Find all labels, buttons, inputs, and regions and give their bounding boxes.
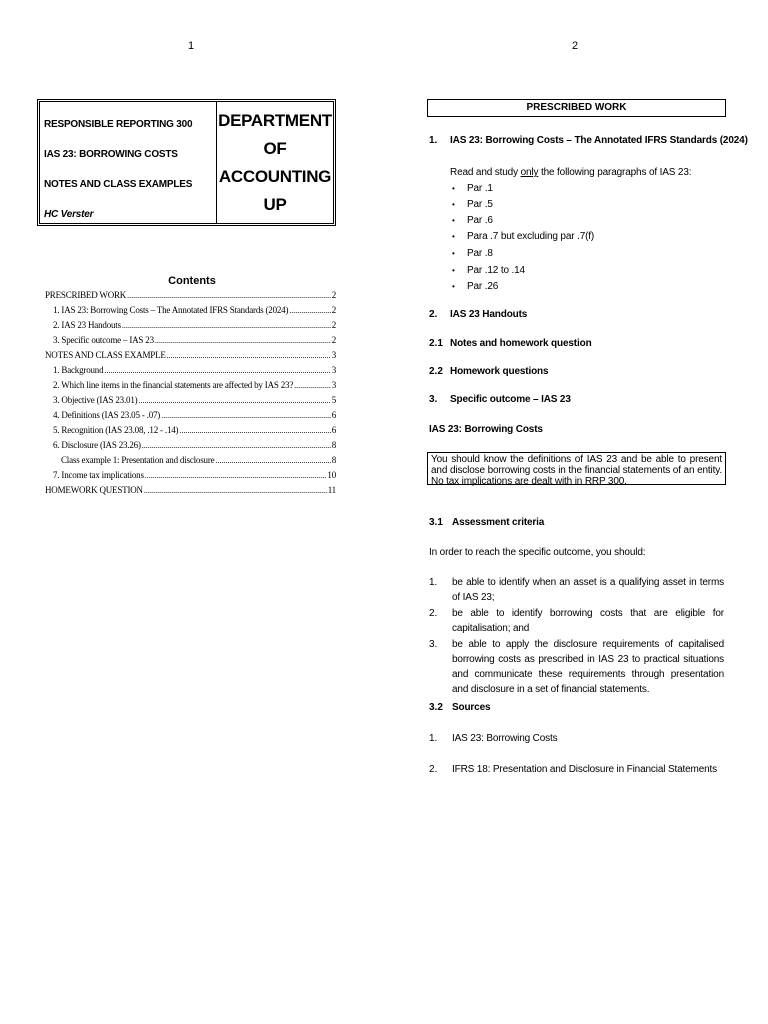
course-topic: IAS 23: BORROWING COSTS	[44, 149, 178, 160]
page-number: 1	[188, 40, 195, 52]
toc-entry[interactable]	[53, 320, 336, 330]
toc-entry[interactable]	[45, 290, 336, 300]
list-number: 2.	[429, 608, 438, 619]
toc-entry-page: 2	[331, 320, 336, 330]
toc-entry-page: 6	[331, 425, 336, 435]
section-title: Homework questions	[450, 366, 549, 377]
section-title: IAS 23: Borrowing Costs – The Annotated IFRS Standards (2024)	[450, 135, 748, 146]
bullet-icon: •	[452, 249, 455, 258]
toc-entry-label: 7. Income tax implications	[53, 470, 144, 480]
course-subtitle: NOTES AND CLASS EXAMPLES	[44, 179, 193, 190]
list-number: 1.	[429, 733, 438, 744]
toc-entry-page: 11	[327, 485, 336, 495]
toc-entry-label: 3. Objective (IAS 23.01)	[53, 395, 138, 405]
list-number: 1.	[429, 577, 438, 588]
dept-line: UP	[263, 194, 287, 214]
list-item: Par .5	[467, 199, 493, 210]
toc-entry-page: 6	[331, 410, 336, 420]
toc-entry-label: 6. Disclosure (IAS 23.26)	[53, 440, 141, 450]
toc-entry-label: 1. Background	[53, 365, 104, 375]
toc-entry-page: 2	[331, 290, 336, 300]
list-item: Para .7 but excluding par .7(f)	[467, 231, 595, 242]
section-number: 3.1	[429, 517, 443, 528]
bullet-icon: •	[452, 266, 455, 275]
specific-outcome-box: You should know the definitions of IAS 23 and be able to present and disclose borrowing costs in the financial statements of an entity. No tax implications are dealt with in RRP 300.	[427, 452, 726, 485]
section-title: Sources	[452, 702, 491, 713]
toc-entry[interactable]	[53, 425, 336, 435]
dept-line: DEPARTMENT OF	[218, 110, 332, 158]
criteria-intro: In order to reach the specific outcome, you should:	[429, 547, 646, 558]
bullet-icon: •	[452, 200, 455, 209]
toc-entry-label: 5. Recognition (IAS 23.08, .12 - .14)	[53, 425, 179, 435]
toc-entry-label: HOMEWORK QUESTION	[45, 485, 143, 495]
toc-entry-label: PRESCRIBED WORK	[45, 290, 127, 300]
toc-entry-page: 2	[331, 305, 336, 315]
page-number: 2	[572, 40, 579, 52]
cover-box	[37, 99, 336, 226]
list-item: IFRS 18: Presentation and Disclosure in Financial Statements	[452, 764, 718, 775]
toc-entry-page: 2	[331, 335, 336, 345]
toc-entry-label: Class example 1: Presentation and disclosure	[61, 455, 215, 465]
section-number: 3.2	[429, 702, 443, 713]
outcome-heading: IAS 23: Borrowing Costs	[429, 424, 543, 435]
toc-entry-page: 3	[331, 365, 336, 375]
toc-entry[interactable]	[53, 410, 336, 420]
list-item: be able to apply the disclosure requirements of capitalised borrowing costs as prescribed in IAS 23 to practical situations and communicate these requirements through presentation and disclosure in a set of financial statements.	[452, 639, 724, 695]
list-item: Par .8	[467, 248, 493, 259]
section-number: 2.1	[429, 338, 443, 349]
section-number: 2.2	[429, 366, 443, 377]
author-name: HC Verster	[44, 209, 94, 220]
toc-entry[interactable]	[53, 380, 336, 390]
bullet-icon: •	[452, 216, 455, 225]
toc-entry[interactable]	[53, 365, 336, 375]
list-item: Par .1	[467, 183, 493, 194]
course-code: RESPONSIBLE REPORTING 300	[44, 119, 193, 130]
reading-instruction: Read and study only the following paragraphs of IAS 23:	[450, 167, 692, 178]
toc-entry-page: 8	[331, 455, 336, 465]
toc-entry[interactable]	[53, 335, 336, 345]
toc-entry[interactable]	[61, 455, 336, 465]
list-item: Par .26	[467, 281, 499, 292]
toc-entry-label: 4. Definitions (IAS 23.05 - .07)	[53, 410, 161, 420]
toc-entry-page: 10	[327, 470, 336, 480]
toc-entry-label: 2. Which line items in the financial statements are affected by IAS 23?	[53, 380, 294, 390]
toc-entry[interactable]	[45, 485, 336, 495]
list-item: IAS 23: Borrowing Costs	[452, 733, 558, 744]
toc-entry-label: 1. IAS 23: Borrowing Costs – The Annotated IFRS Standards (2024)	[53, 305, 289, 315]
contents-title: Contents	[168, 275, 216, 287]
section-title: Notes and homework question	[450, 338, 592, 349]
bullet-icon: •	[452, 232, 455, 241]
toc-entry-label: NOTES AND CLASS EXAMPLE	[45, 350, 166, 360]
list-item: be able to identify when an asset is a qualifying asset in terms of IAS 23;	[452, 577, 724, 603]
list-number: 3.	[429, 639, 438, 650]
dept-line: ACCOUNTING	[218, 166, 332, 186]
section-title: IAS 23 Handouts	[450, 309, 528, 320]
toc-entry[interactable]	[53, 305, 336, 315]
toc-entry-page: 3	[331, 380, 336, 390]
section-title: Assessment criteria	[452, 517, 545, 528]
toc-entry[interactable]	[45, 350, 336, 360]
bullet-icon: •	[452, 184, 455, 193]
prescribed-work-heading: PRESCRIBED WORK	[427, 99, 726, 117]
bullet-icon: •	[452, 282, 455, 291]
department-title	[217, 102, 333, 223]
section-number: 3.	[429, 394, 438, 405]
toc-entry-page: 8	[331, 440, 336, 450]
right-page	[384, 0, 768, 1024]
toc-entry-page: 5	[331, 395, 336, 405]
list-item: Par .6	[467, 215, 493, 226]
list-item: Par .12 to .14	[467, 265, 525, 276]
section-number: 2.	[429, 309, 438, 320]
list-number: 2.	[429, 764, 438, 775]
toc-entry-label: 3. Specific outcome – IAS 23	[53, 335, 154, 345]
section-title: Specific outcome – IAS 23	[450, 394, 571, 405]
list-item: be able to identify borrowing costs that are eligible for capitalisation; and	[452, 608, 724, 634]
toc-entry-page: 3	[331, 350, 336, 360]
section-number: 1.	[429, 135, 438, 146]
toc-entry[interactable]	[53, 470, 336, 480]
toc-entry[interactable]	[53, 395, 336, 405]
toc-entry-label: 2. IAS 23 Handouts	[53, 320, 121, 330]
course-info	[40, 102, 217, 223]
toc-entry[interactable]	[53, 440, 336, 450]
